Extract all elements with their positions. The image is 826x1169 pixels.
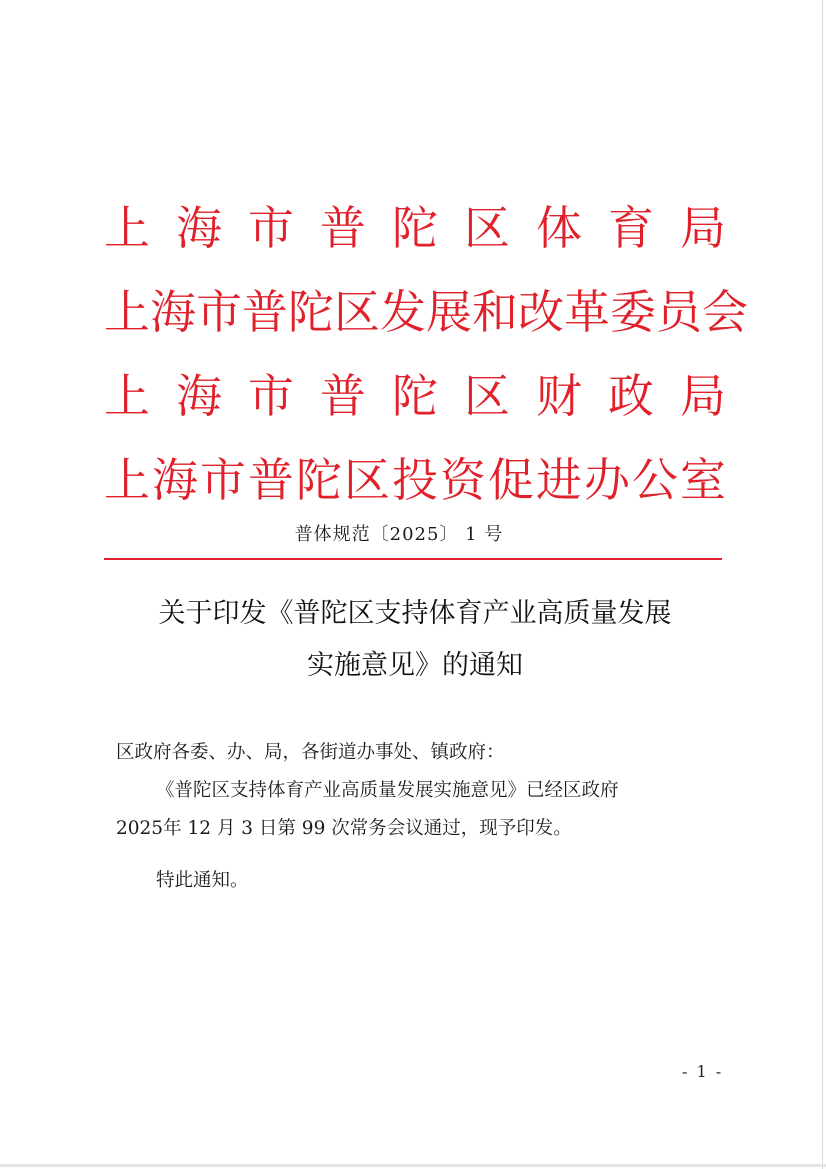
issuer-character: 政 [608,369,654,423]
issuer-character: 体 [536,201,582,255]
issuer-character: 和 [472,285,518,339]
issuer-character: 区 [464,369,510,423]
issuer-character: 发 [380,285,426,339]
issuer-character: 会 [702,285,748,339]
issuer-character: 市 [248,369,294,423]
issuer-character: 室 [680,453,726,507]
issuer-character: 市 [248,201,294,255]
closing-remark: 特此通知。 [156,870,249,891]
issuer-character: 上 [104,285,150,339]
issuer-character: 投 [392,453,438,507]
issuer-finance-bureau [104,354,726,438]
document-number [0,520,826,546]
issuer-character: 革 [564,285,610,339]
page-number: - 1 - [682,1062,724,1081]
issuer-character: 市 [196,285,242,339]
issuer-character: 局 [680,201,726,255]
page-edge-right [822,0,823,1169]
issuer-character: 海 [152,453,198,507]
issuer-character: 区 [334,285,380,339]
page-edge-bottom [0,1164,826,1167]
issuer-character: 普 [248,453,294,507]
issuer-sports-bureau [104,186,726,270]
issuer-character: 上 [104,201,150,255]
issuer-character: 促 [488,453,534,507]
issuer-character: 区 [344,453,390,507]
issuer-character: 普 [320,369,366,423]
issuer-character: 资 [440,453,486,507]
document-title [80,588,750,692]
issuer-character: 办 [584,453,630,507]
red-separator-line [104,558,722,560]
issuer-character: 进 [536,453,582,507]
salutation: 区政府各委、办、局，各街道办事处、镇政府： [116,742,505,763]
body-paragraph-line-1: 《普陀区支持体育产业高质量发展实施意见》已经区政府 [156,780,619,801]
title-line-2: 实施意见》的通知 [307,650,523,681]
issuer-character: 陀 [392,369,438,423]
issuer-character: 改 [518,285,564,339]
issuer-character: 区 [464,201,510,255]
title-line-1: 关于印发《普陀区支持体育产业高质量发展 [158,598,672,629]
issuer-character: 上 [104,369,150,423]
issuer-character: 海 [176,369,222,423]
issuer-character: 财 [536,369,582,423]
issuer-character: 上 [104,453,150,507]
issuer-character: 展 [426,285,472,339]
document-number-text: 普体规范〔2025〕 1 号 [294,524,504,545]
issuer-character: 局 [680,369,726,423]
document-body [116,734,716,900]
issuer-character: 公 [632,453,678,507]
issuer-character: 委 [610,285,656,339]
body-paragraph-line-2: 2025年 12 月 3 日第 99 次常务会议通过，现予印发。 [116,818,572,839]
issuer-investment-promotion-office [104,438,726,522]
issuer-character: 陀 [392,201,438,255]
issuer-development-reform-commission [104,270,748,354]
issuer-character: 陀 [296,453,342,507]
issuer-character: 员 [656,285,702,339]
issuer-header [104,186,748,522]
issuer-character: 育 [608,201,654,255]
issuer-character: 市 [200,453,246,507]
issuer-character: 普 [320,201,366,255]
issuer-character: 普 [242,285,288,339]
issuer-character: 海 [150,285,196,339]
issuer-character: 陀 [288,285,334,339]
issuer-character: 海 [176,201,222,255]
